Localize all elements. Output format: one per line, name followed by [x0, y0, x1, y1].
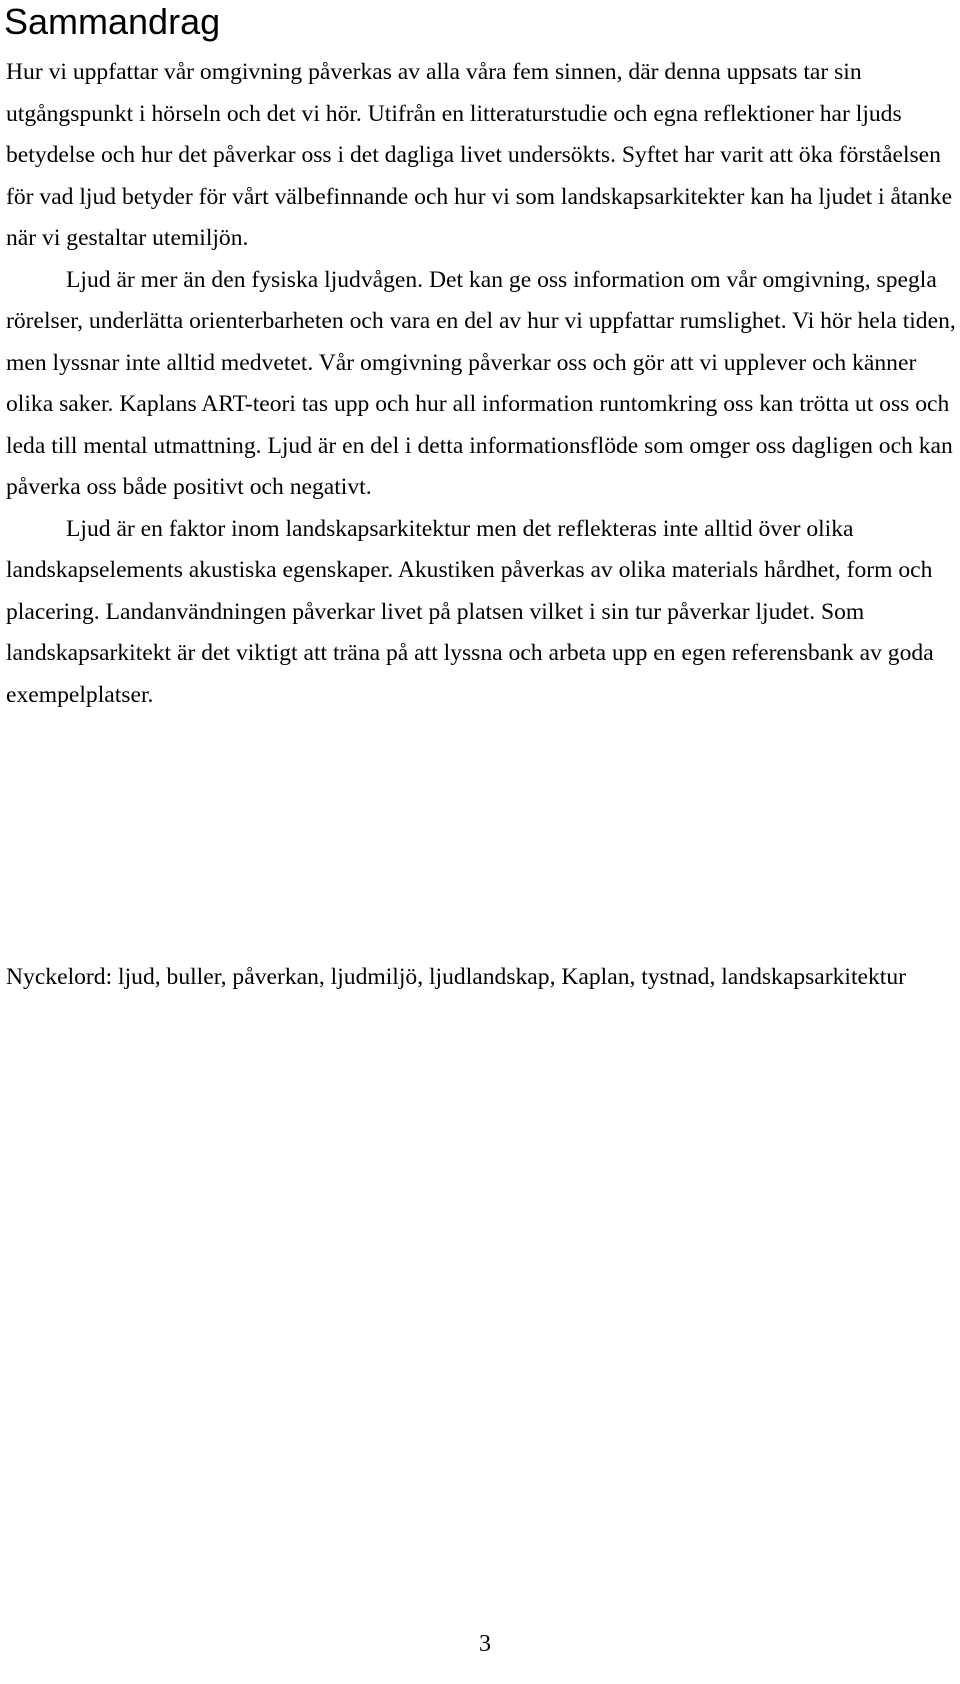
- paragraph-1: Hur vi uppfattar vår omgivning påverkas av alla våra fem sinnen, där denna uppsats tar sin utgångspunkt i hörseln och det vi hör. Utifrån en litteraturstudie och egna reflektioner har ljuds betydelse och hur det påverkar oss i det dagliga livet undersökts. Syftet har varit att öka förståelsen för vad ljud betyder för vårt välbefinnande och hur vi som landskapsarkitekter kan ha ljudet i åtanke när vi gestaltar utemiljön.: [6, 59, 953, 251]
- keywords: Nyckelord: ljud, buller, påverkan, ljudmiljö, ljudlandskap, Kaplan, tystnad, landskapsarkitektur: [6, 964, 907, 990]
- page-title: Sammandrag: [4, 1, 221, 42]
- paragraph-2: Ljud är mer än den fysiska ljudvågen. Det kan ge oss information om vår omgivning, spegla rörelser, underlätta orienterbarheten och vara en del av hur vi uppfattar rumslighet. Vi hör hela tiden, men lyssnar inte alltid medvetet. Vår omgivning påverkar oss och gör att vi upplever och känner olika saker. Kaplans ART-teori tas upp och hur all information runtomkring oss kan trötta ut oss och leda till mental utmattning. Ljud är en del i detta informationsflöde som omger oss dagligen och kan påverka oss både positivt och negativt.: [6, 266, 956, 500]
- page-number: 3: [479, 1631, 491, 1657]
- paragraph-3: Ljud är en faktor inom landskapsarkitektur men det reflekteras inte alltid över olika landskapselements akustiska egenskaper. Akustiken påverkas av olika materials hårdhet, form och placering. Landanvändningen påverkar livet på platsen vilket i sin tur påverkar ljudet. Som landskapsarkitekt är det viktigt att träna på att lyssna och arbeta upp en egen referensbank av goda exempelplatser.: [6, 515, 934, 708]
- summary-body: [6, 52, 956, 716]
